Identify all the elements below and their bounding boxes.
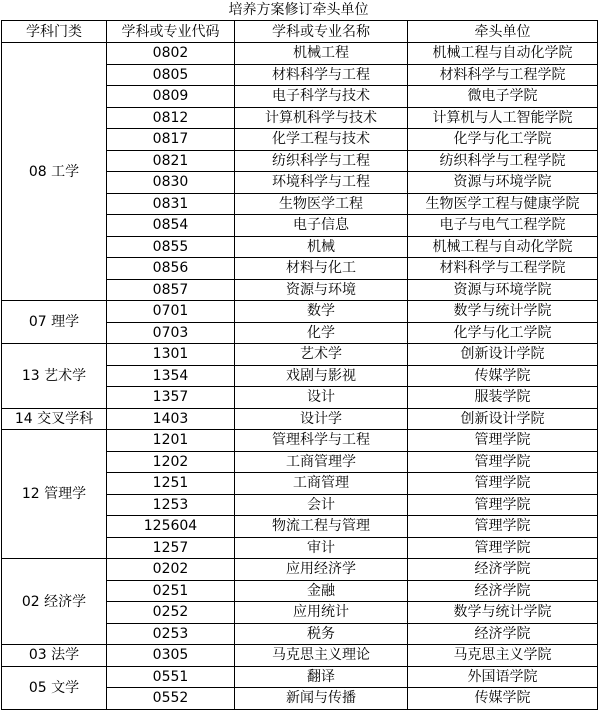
code-cell: 1301 <box>107 344 235 366</box>
category-cell: 14 交叉学科 <box>2 408 107 430</box>
lead-unit-cell: 资源与环境学院 <box>408 172 598 194</box>
table-row <box>2 408 598 430</box>
code-cell: 0817 <box>107 129 235 151</box>
code-cell: 1257 <box>107 537 235 559</box>
name-cell: 资源与环境 <box>235 279 408 301</box>
lead-unit-table <box>1 20 598 710</box>
code-cell: 0854 <box>107 215 235 237</box>
name-cell: 翻译 <box>235 666 408 688</box>
lead-unit-cell: 机械工程与自动化学院 <box>408 43 598 65</box>
lead-unit-cell: 马克思主义学院 <box>408 645 598 667</box>
lead-unit-cell: 生物医学工程与健康学院 <box>408 193 598 215</box>
code-cell: 1357 <box>107 387 235 409</box>
code-cell: 0805 <box>107 64 235 86</box>
code-cell: 0305 <box>107 645 235 667</box>
name-cell: 计算机科学与技术 <box>235 107 408 129</box>
header-row <box>2 21 598 43</box>
name-cell: 审计 <box>235 537 408 559</box>
code-cell: 1202 <box>107 451 235 473</box>
header-name: 学科或专业名称 <box>235 21 408 43</box>
code-cell: 0251 <box>107 580 235 602</box>
code-cell: 0253 <box>107 623 235 645</box>
name-cell: 环境科学与工程 <box>235 172 408 194</box>
header-code: 学科或专业代码 <box>107 21 235 43</box>
name-cell: 化学 <box>235 322 408 344</box>
name-cell: 物流工程与管理 <box>235 516 408 538</box>
name-cell: 机械 <box>235 236 408 258</box>
name-cell: 马克思主义理论 <box>235 645 408 667</box>
lead-unit-cell: 创新设计学院 <box>408 344 598 366</box>
category-cell: 02 经济学 <box>2 559 107 645</box>
code-cell: 0855 <box>107 236 235 258</box>
name-cell: 电子信息 <box>235 215 408 237</box>
name-cell: 应用统计 <box>235 602 408 624</box>
name-cell: 工商管理 <box>235 473 408 495</box>
name-cell: 新闻与传播 <box>235 688 408 710</box>
lead-unit-cell: 管理学院 <box>408 473 598 495</box>
lead-unit-cell: 管理学院 <box>408 494 598 516</box>
lead-unit-cell: 微电子学院 <box>408 86 598 108</box>
lead-unit-cell: 计算机与人工智能学院 <box>408 107 598 129</box>
code-cell: 0821 <box>107 150 235 172</box>
lead-unit-cell: 传媒学院 <box>408 688 598 710</box>
name-cell: 管理科学与工程 <box>235 430 408 452</box>
table-row <box>2 430 598 452</box>
lead-unit-cell: 创新设计学院 <box>408 408 598 430</box>
name-cell: 材料科学与工程 <box>235 64 408 86</box>
table-body <box>2 43 598 710</box>
code-cell: 0701 <box>107 301 235 323</box>
name-cell: 设计学 <box>235 408 408 430</box>
table-row <box>2 301 598 323</box>
table-row <box>2 645 598 667</box>
lead-unit-cell: 材料科学与工程学院 <box>408 64 598 86</box>
header-category: 学科门类 <box>2 21 107 43</box>
lead-unit-cell: 管理学院 <box>408 451 598 473</box>
name-cell: 化学工程与技术 <box>235 129 408 151</box>
lead-unit-cell: 纺织科学与工程学院 <box>408 150 598 172</box>
code-cell: 0831 <box>107 193 235 215</box>
table-row <box>2 43 598 65</box>
code-cell: 0252 <box>107 602 235 624</box>
name-cell: 纺织科学与工程 <box>235 150 408 172</box>
category-cell: 07 理学 <box>2 301 107 344</box>
name-cell: 会计 <box>235 494 408 516</box>
lead-unit-cell: 数学与统计学院 <box>408 602 598 624</box>
lead-unit-cell: 传媒学院 <box>408 365 598 387</box>
name-cell: 税务 <box>235 623 408 645</box>
category-cell: 03 法学 <box>2 645 107 667</box>
code-cell: 0551 <box>107 666 235 688</box>
code-cell: 0812 <box>107 107 235 129</box>
category-cell: 13 艺术学 <box>2 344 107 409</box>
category-cell: 12 管理学 <box>2 430 107 559</box>
name-cell: 戏剧与影视 <box>235 365 408 387</box>
lead-unit-cell: 管理学院 <box>408 537 598 559</box>
code-cell: 0552 <box>107 688 235 710</box>
lead-unit-cell: 经济学院 <box>408 580 598 602</box>
sheet-title: 培养方案修订牵头单位 <box>228 2 369 18</box>
name-cell: 设计 <box>235 387 408 409</box>
lead-unit-cell: 数学与统计学院 <box>408 301 598 323</box>
lead-unit-cell: 服装学院 <box>408 387 598 409</box>
name-cell: 电子科学与技术 <box>235 86 408 108</box>
name-cell: 金融 <box>235 580 408 602</box>
lead-unit-cell: 资源与环境学院 <box>408 279 598 301</box>
code-cell: 0856 <box>107 258 235 280</box>
lead-unit-cell: 经济学院 <box>408 559 598 581</box>
lead-unit-cell: 材料科学与工程学院 <box>408 258 598 280</box>
code-cell: 0830 <box>107 172 235 194</box>
header-lead-unit: 牵头单位 <box>408 21 598 43</box>
name-cell: 机械工程 <box>235 43 408 65</box>
category-cell: 05 文学 <box>2 666 107 709</box>
name-cell: 应用经济学 <box>235 559 408 581</box>
table-row <box>2 666 598 688</box>
code-cell: 0802 <box>107 43 235 65</box>
name-cell: 材料与化工 <box>235 258 408 280</box>
lead-unit-cell: 外国语学院 <box>408 666 598 688</box>
name-cell: 生物医学工程 <box>235 193 408 215</box>
table-row <box>2 559 598 581</box>
category-cell: 08 工学 <box>2 43 107 301</box>
code-cell: 0703 <box>107 322 235 344</box>
code-cell: 0809 <box>107 86 235 108</box>
name-cell: 数学 <box>235 301 408 323</box>
code-cell: 1354 <box>107 365 235 387</box>
code-cell: 125604 <box>107 516 235 538</box>
code-cell: 0857 <box>107 279 235 301</box>
lead-unit-cell: 经济学院 <box>408 623 598 645</box>
code-cell: 1201 <box>107 430 235 452</box>
lead-unit-cell: 管理学院 <box>408 516 598 538</box>
lead-unit-cell: 化学与化工学院 <box>408 322 598 344</box>
name-cell: 工商管理学 <box>235 451 408 473</box>
code-cell: 0202 <box>107 559 235 581</box>
code-cell: 1403 <box>107 408 235 430</box>
code-cell: 1251 <box>107 473 235 495</box>
lead-unit-cell: 管理学院 <box>408 430 598 452</box>
lead-unit-cell: 电子与电气工程学院 <box>408 215 598 237</box>
name-cell: 艺术学 <box>235 344 408 366</box>
lead-unit-cell: 机械工程与自动化学院 <box>408 236 598 258</box>
code-cell: 1253 <box>107 494 235 516</box>
lead-unit-cell: 化学与化工学院 <box>408 129 598 151</box>
table-row <box>2 344 598 366</box>
